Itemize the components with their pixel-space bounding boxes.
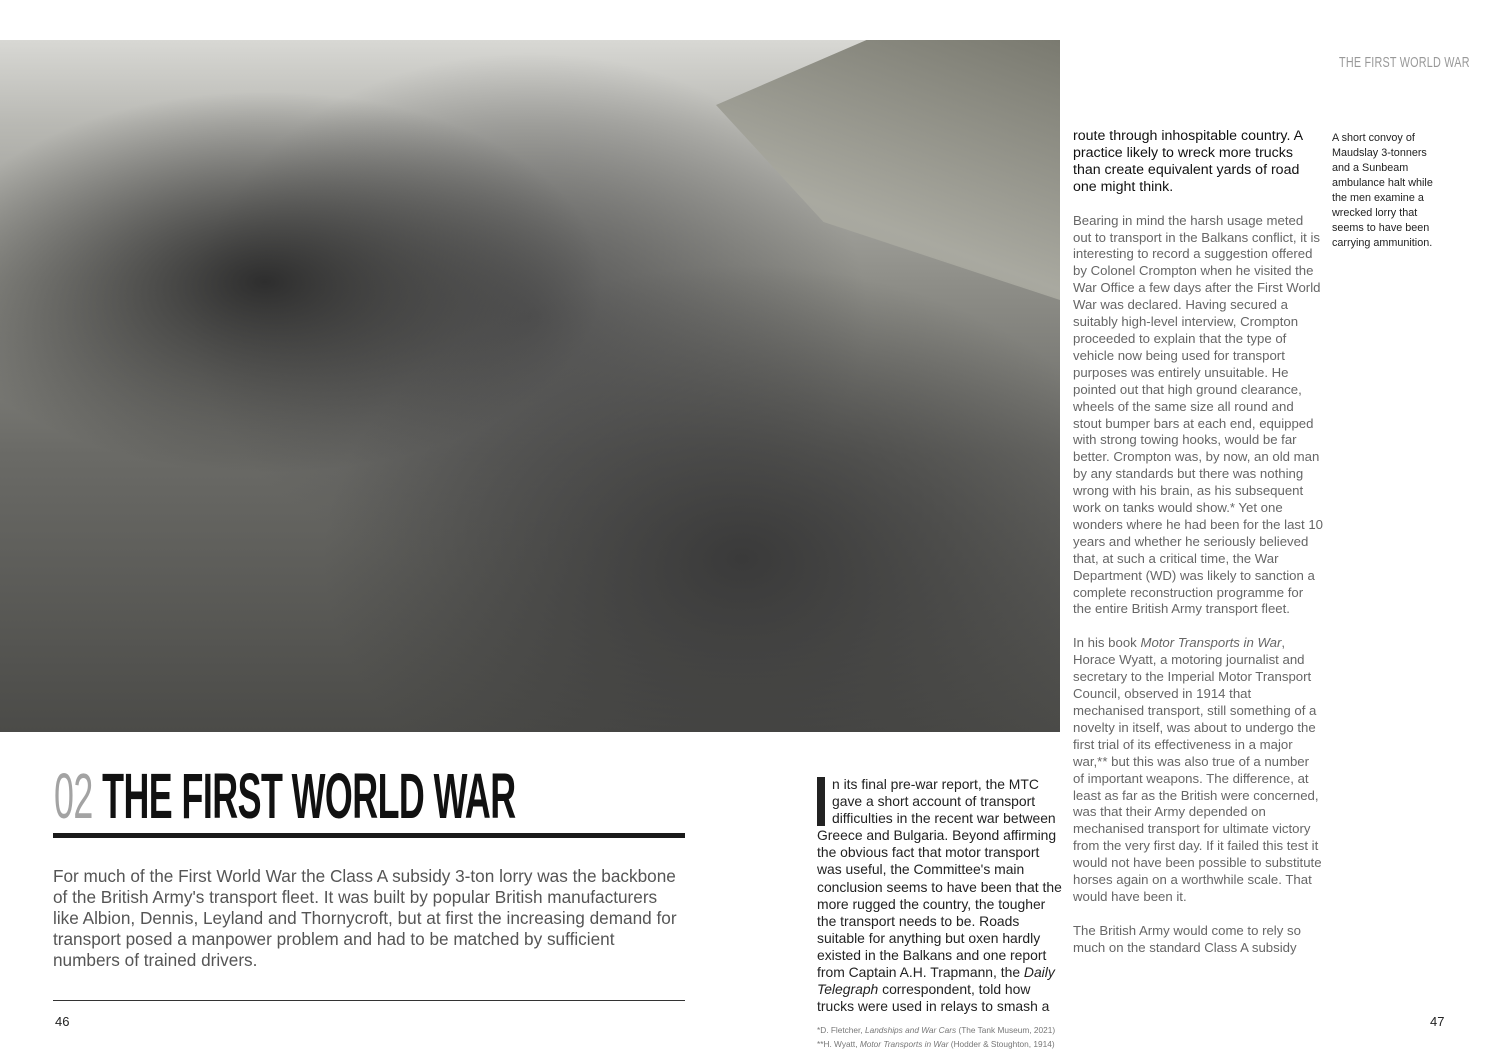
text: , Horace Wyatt, a motoring journalist and secretary to the Imperial Motor Transport Council, observed in 1914 that mechanised transport, still something of a novelty in itself, was about to undergo the first trial of its effectiveness in a major war,** but this was also true of a number of important weapons. The difference, at least as far as the British were concerned, was that their Army depended on mechanised transport for ultimate victory from the very first day. If it failed this test it would not have been possible to substitute horses again on a worthwhile scale. That would have been it.: [1073, 635, 1322, 904]
middle-text: n its final pre-war report, the MTC gave a short account of transport difficulties in the recent war between Greece and Bulgaria. Beyond affirming the obvious fact that motor transport was useful, the Committee's main conclusion seems to have been that the more rugged the country, the tougher the transport needs to be. Roads suitable for anything but oxen hardly existed in the Balkans and one report from Captain A.H. Trapmann, the: [817, 776, 1062, 981]
right-column-paragraph: The British Army would come to rely so much on the standard Class A subsidy: [1073, 922, 1301, 955]
text: In his book: [1073, 635, 1141, 651]
text: (The Tank Museum, 2021): [956, 1025, 1056, 1036]
text: **H. Wyatt,: [817, 1039, 860, 1050]
running-head: THE FIRST WORLD WAR: [1339, 54, 1470, 71]
right-column-paragraph: [1073, 635, 1323, 906]
bottom-rule: [53, 1000, 685, 1001]
right-column-paragraph: Bearing in mind the harsh usage meted out to transport in the Balkans conflict, it is interesting to record a suggestion offered by Colonel Crompton when he visited the War Office a few days after the First World War was declared. Having secured a suitably high-level interview, Crompton proceeded to explain that the type of vehicle now being used for transport purposes was entirely unsuitable. He pointed out that high ground clearance, wheels of the same size all round and stout bumper bars at each end, equipped with strong towing hooks, would be far better. Crompton was, by now, an old man by any standards but there was nothing wrong with his brain, as his subsequent work on tanks would show.* Yet one wonders where he had been for the last 10 years and whether he seriously believed that, at such a critical time, the War Department (WD) was likely to sanction a complete reconstruction programme for the entire British Army transport fleet.: [1073, 212, 1323, 617]
middle-column: [817, 776, 1062, 1015]
chapter-title: [54, 760, 516, 832]
chapter-number: 02: [54, 760, 93, 832]
book-title: Motor Transports in War: [1140, 635, 1282, 651]
text: (Hodder & Stoughton, 1914): [948, 1039, 1055, 1050]
book-title: Motor Transports in War: [859, 1039, 949, 1050]
photo-caption: A short convoy of Maudslay 3-tonners and a Sunbeam ambulance halt while the men examine a wrecked lorry that seems to have been carrying ammunition.: [1332, 132, 1433, 249]
page-number-left: 46: [55, 1014, 70, 1029]
chapter-title-text: THE FIRST WORLD WAR: [102, 760, 516, 832]
book-title: Landships and War Cars: [864, 1025, 957, 1036]
footnotes: [817, 1023, 1062, 1051]
intro-paragraph: For much of the First World War the Class A subsidy 3-ton lorry was the backbone of the British Army's transport fleet. It was built by popular British manufacturers like Albion, Dennis, Leyland and Thornycroft, but at first the increasing demand for transport posed a manpower problem and had to be matched by sufficient numbers of trained drivers.: [53, 866, 677, 970]
text: *D. Fletcher,: [817, 1025, 865, 1036]
drop-cap-bar: [817, 777, 825, 826]
right-column-lead: route through inhospitable country. A practice likely to wreck more trucks than create equivalent yards of road one might think.: [1073, 128, 1303, 195]
photo-hillside: [630, 40, 1060, 300]
footnote: [817, 1023, 1062, 1037]
page-number-right: 47: [1430, 1014, 1445, 1029]
title-rule: [53, 833, 685, 838]
middle-text: correspondent, told how trucks were used in relays to smash a: [817, 981, 1050, 1015]
middle-column-wrapper: [817, 776, 1062, 1051]
photo-wrecked-lorry: [0, 40, 1060, 732]
footnote: [817, 1037, 1062, 1051]
right-column: [1073, 128, 1323, 974]
newspaper-name: Daily Telegraph: [817, 964, 1055, 998]
